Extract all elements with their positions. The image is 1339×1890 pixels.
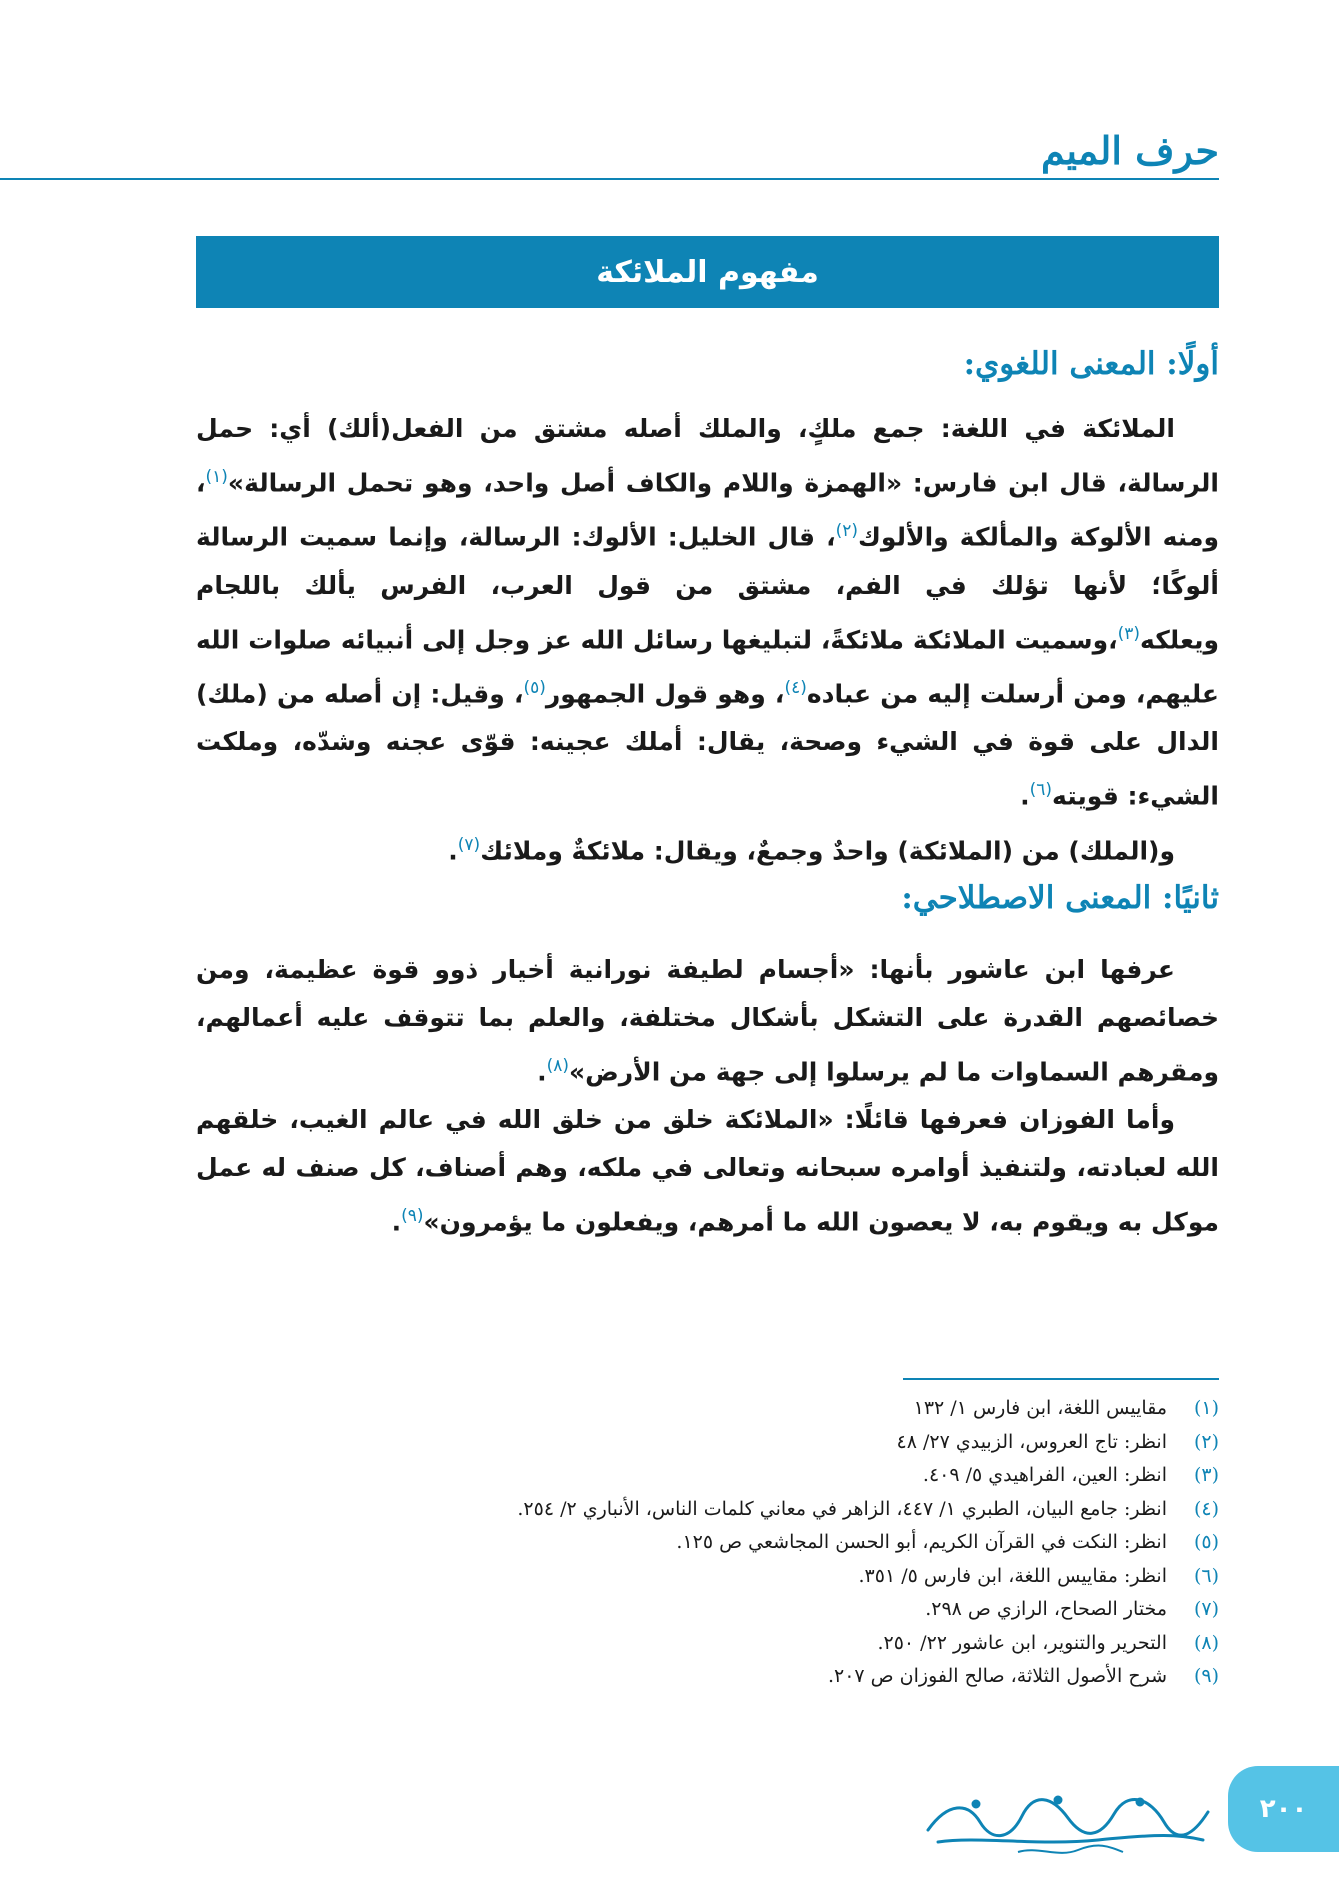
page-number-tab	[1228, 1766, 1339, 1852]
header-rule	[0, 178, 1219, 180]
paragraph	[196, 405, 1219, 821]
footnote-text: انظر: مقاييس اللغة، ابن فارس ٥/ ٣٥١.	[858, 1564, 1167, 1587]
footnote-number: (٥)	[1193, 1531, 1219, 1553]
footnote-item	[196, 1627, 1219, 1661]
footnotes-list	[196, 1392, 1219, 1694]
footnote-text: التحرير والتنوير، ابن عاشور ٢٢/ ٢٥٠.	[877, 1631, 1167, 1654]
footnote-item	[196, 1560, 1219, 1594]
paragraph	[196, 946, 1219, 1096]
footnote-marker: (٧)	[457, 834, 481, 855]
text-run: الملائكة في اللغة: جمع ملكٍ، والملك أصله مشتق من الفعل(ألك) أي: حمل الرسالة، قال ابن فارس: «الهمزة واللام والكاف أصل واحد، وهو تحمل الرسالة»	[196, 414, 1219, 498]
text-run: .	[448, 835, 458, 865]
running-header-title: حرف الميم	[1041, 128, 1219, 173]
footnote-text: انظر: العين، الفراهيدي ٥/ ٤٠٩.	[922, 1464, 1167, 1486]
page-number: ٢٠٠	[1259, 1794, 1308, 1824]
text-run: ، ومنه الألوكة والمألكة والألوك	[196, 468, 1219, 552]
footnote-marker: (٢)	[835, 521, 858, 542]
footnote-number: (٦)	[1193, 1564, 1219, 1587]
section-body-linguistic	[196, 405, 1219, 875]
footnote-marker: (٨)	[546, 1056, 569, 1076]
footnote-marker: (٦)	[1029, 780, 1053, 801]
footnote-item	[196, 1660, 1219, 1694]
footnote-item	[196, 1493, 1219, 1527]
footnote-marker: (٤)	[784, 677, 807, 698]
footnote-marker: (٩)	[401, 1206, 424, 1227]
footnote-item	[196, 1459, 1219, 1493]
footnote-separator	[903, 1378, 1219, 1380]
section-heading-technical: ثانيًا: المعنى الاصطلاحي:	[901, 880, 1219, 916]
footnote-item	[196, 1526, 1219, 1560]
text-run: ، قال الخليل: الألوك: الرسالة، وإنما سميت الرسالة ألوكًا؛ لأنها تؤلك في الفم، مشتق من قول العرب، الفرس يألك باللجام ويعلكه	[196, 522, 1219, 654]
footnote-text: شرح الأصول الثلاثة، صالح الفوزان ص ٢٠٧.	[827, 1665, 1167, 1687]
footnote-text: انظر: النكت في القرآن الكريم، أبو الحسن المجاشعي ص ١٢٥.	[676, 1531, 1167, 1553]
footnote-marker: (٣)	[1117, 623, 1141, 644]
footnote-number: (١)	[1193, 1397, 1219, 1419]
footnote-item	[196, 1593, 1219, 1627]
text-run: .	[391, 1207, 402, 1237]
text-run: عرفها ابن عاشور بأنها: «أجسام لطيفة نورانية أخيار ذوو قوة عظيمة، ومن خصائصهم القدرة على التشكل بأشكال مختلفة، والعلم بما تتوقف عليه أعمالهم، ومقرهم السماوات ما لم يرسلوا إلى جهة من الأرض»	[196, 955, 1219, 1087]
text-run: .	[537, 1057, 547, 1087]
footnote-number: (٣)	[1193, 1464, 1219, 1486]
text-run: و(الملك) من (الملائكة) واحدٌ وجمعٌ، ويقال: ملائكةٌ وملائك	[480, 835, 1175, 865]
footnote-text: انظر: تاج العروس، الزبيدي ٢٧/ ٤٨	[896, 1430, 1167, 1453]
text-run: ، وهو قول الجمهور	[545, 679, 785, 709]
paragraph	[196, 1096, 1219, 1246]
footnote-marker: (١)	[205, 467, 228, 487]
text-run: ، وقيل: إن أصله من (ملك) الدال على قوة في الشيء وصحة، يقال: أملك عجينه: قوّى عجنه وشدّه، وملكت الشيء: قويته	[196, 679, 1219, 811]
text-run: .	[1020, 781, 1030, 811]
encyclopedia-logo	[918, 1782, 1218, 1862]
footnote-item	[196, 1392, 1219, 1426]
footnote-text: مختار الصحاح، الرازي ص ٢٩٨.	[925, 1598, 1167, 1620]
text-run: وأما الفوزان فعرفها قائلًا: «الملائكة خلق من خلق الله في عالم الغيب، خلقهم الله لعبادته، ولتنفيذ أوامره سبحانه وتعالى في ملكه، وهم أصناف، كل صنف له عمل موكل به ويقوم به، لا يعصون الله ما أمرهم، ويفعلون ما يؤمرون»	[196, 1105, 1219, 1237]
footnote-item	[196, 1426, 1219, 1460]
footnote-marker: (٥)	[523, 677, 546, 698]
footnote-number: (٧)	[1193, 1598, 1219, 1620]
page-title: مفهوم الملائكة	[596, 254, 819, 290]
section-body-technical	[196, 946, 1219, 1247]
paragraph	[196, 821, 1219, 875]
text-run: ،وسميت الملائكة ملائكةً، لتبليغها رسائل الله عز وجل إلى أنبيائه صلوات الله عليهم، ومن أرسلت إليه من عباده	[196, 624, 1219, 709]
footnote-text: مقاييس اللغة، ابن فارس ١/ ١٣٢	[913, 1397, 1167, 1419]
footnote-number: (٢)	[1193, 1430, 1219, 1453]
section-heading-linguistic: أولًا: المعنى اللغوي:	[963, 346, 1219, 382]
footnote-text: انظر: جامع البيان، الطبري ١/ ٤٤٧، الزاهر في معاني كلمات الناس، الأنباري ٢/ ٢٥٤.	[517, 1497, 1167, 1520]
footnote-number: (٤)	[1193, 1497, 1219, 1520]
title-banner	[196, 236, 1219, 308]
footnote-number: (٨)	[1193, 1631, 1219, 1654]
footnote-number: (٩)	[1193, 1665, 1219, 1687]
